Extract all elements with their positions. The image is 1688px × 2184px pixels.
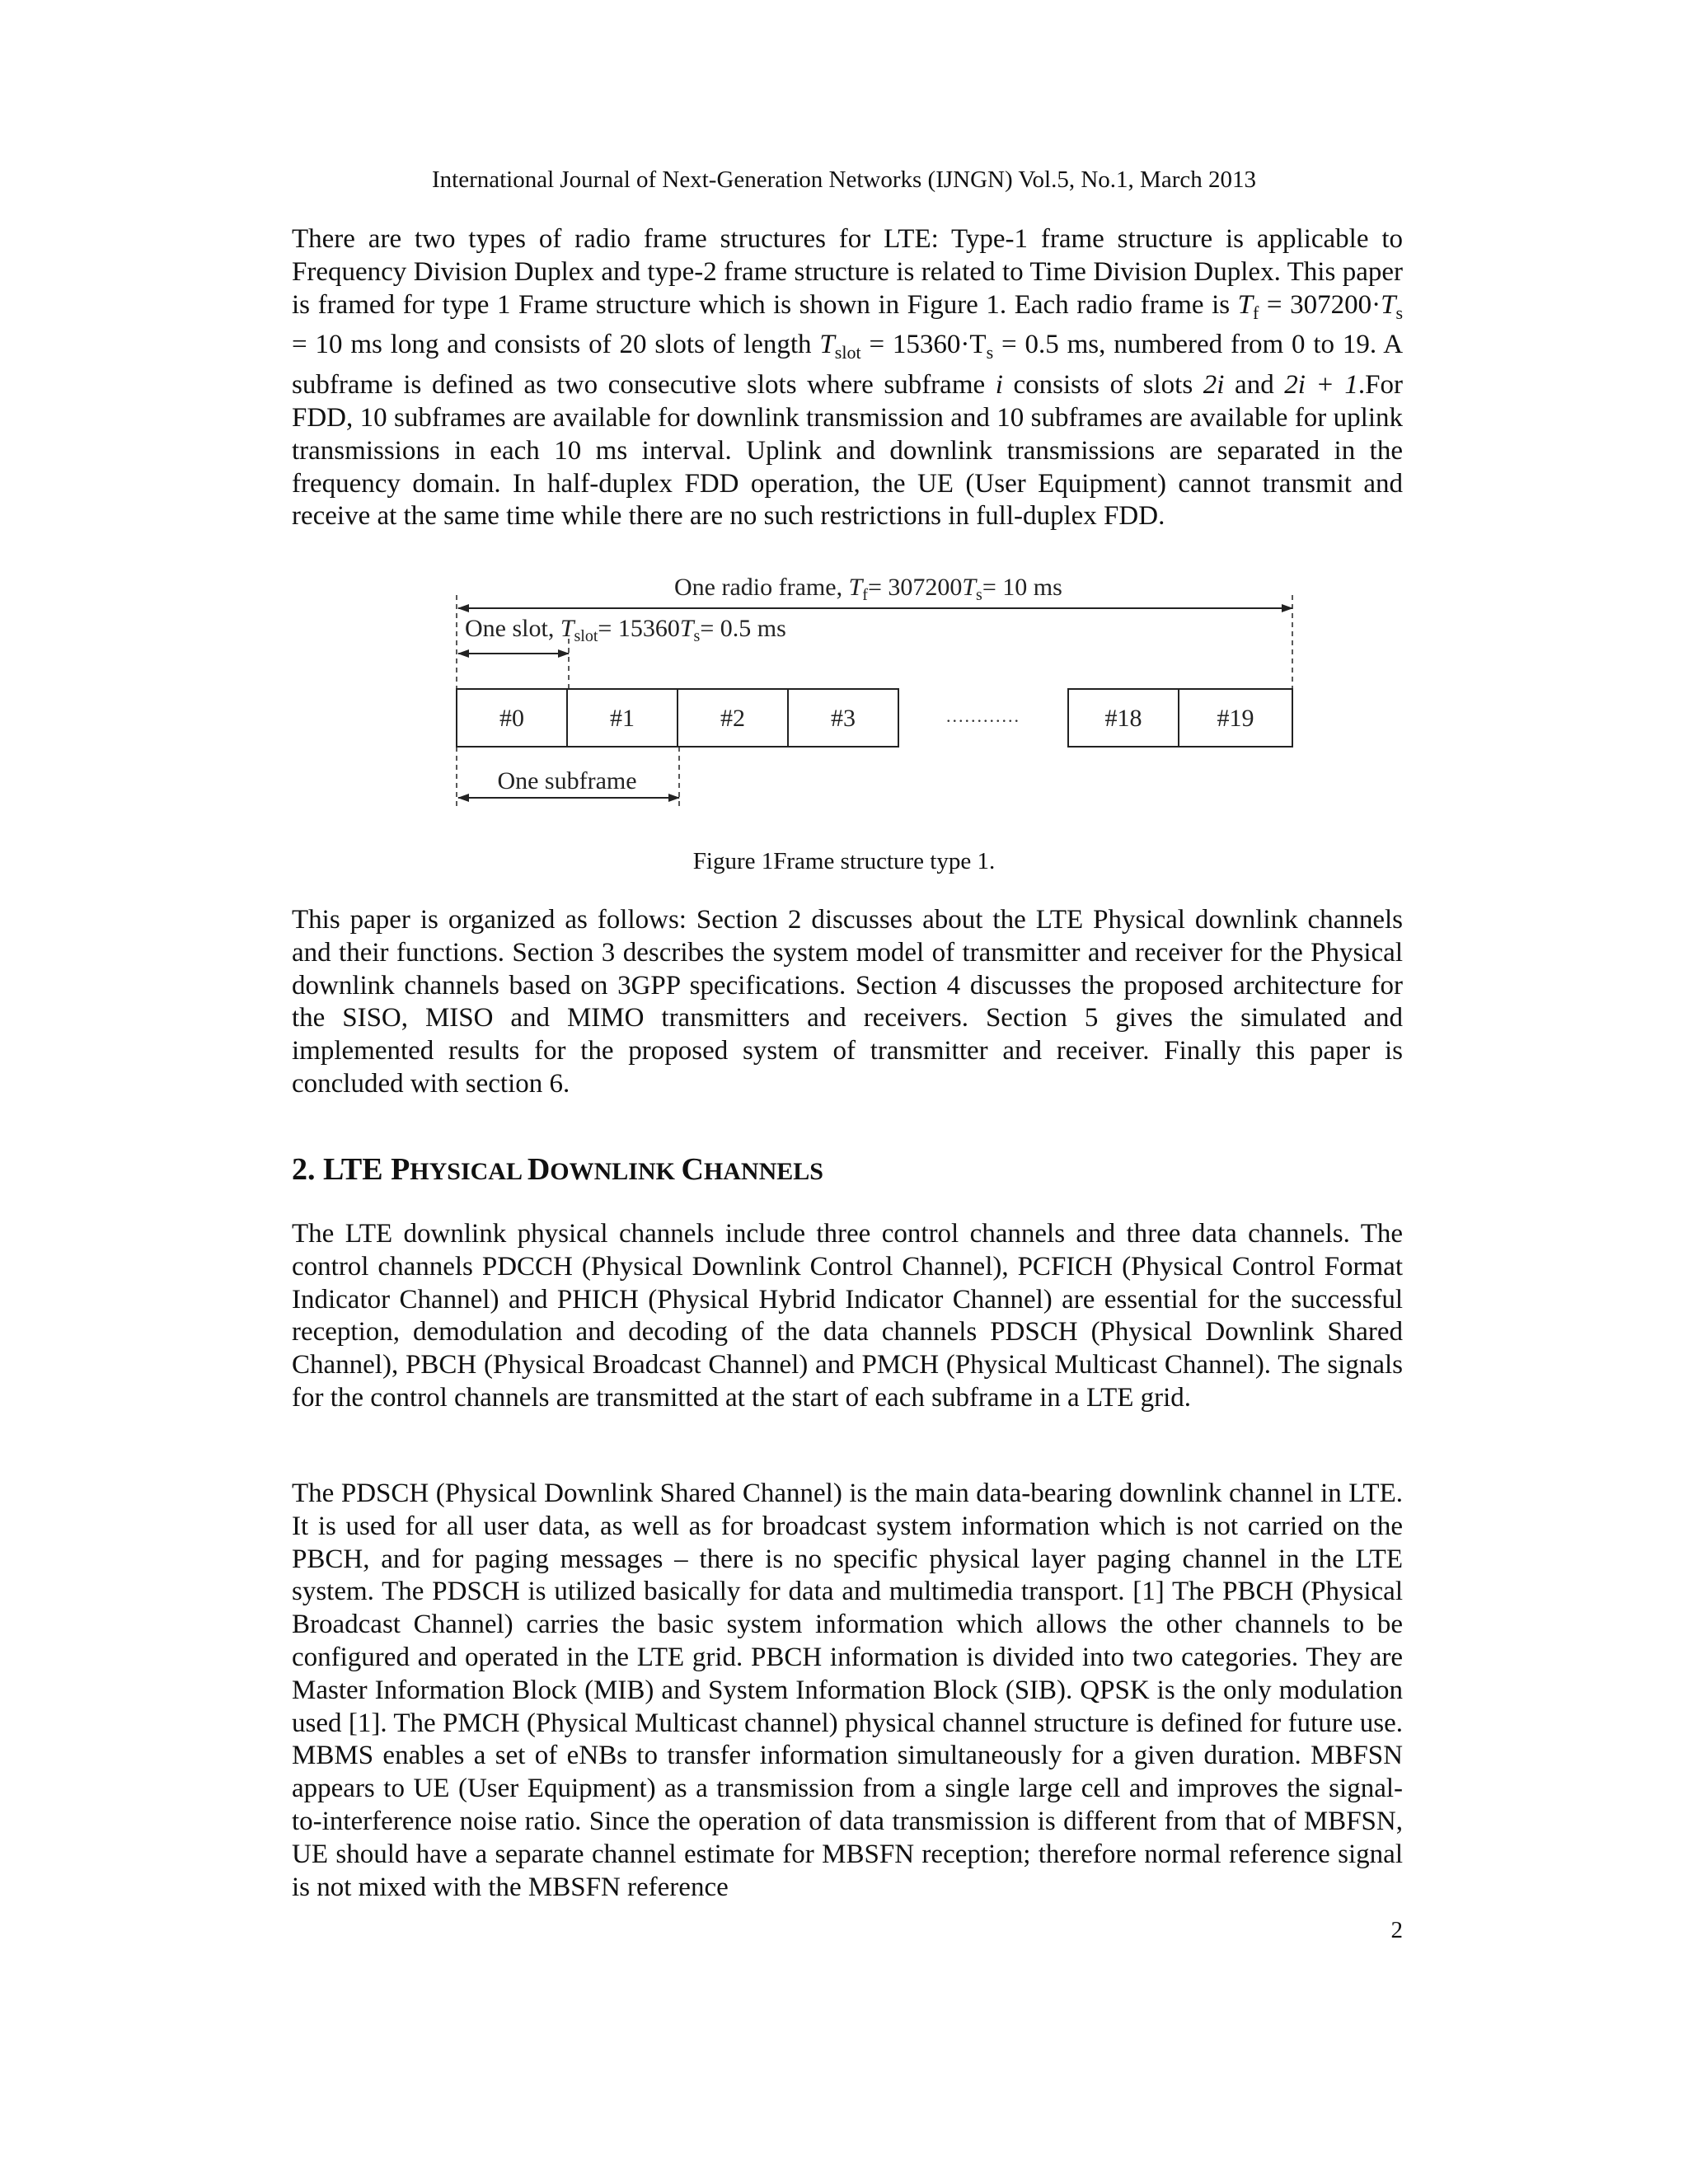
slot-label-18: #18 [1104, 705, 1142, 732]
text: long and consists of 20 slots of length [382, 330, 820, 360]
subframe-label: One subframe [497, 767, 637, 794]
slot-boxes [457, 689, 1292, 747]
page-number: 2 [1390, 1917, 1403, 1943]
paragraph-organization: This paper is organized as follows: Section 2 discusses about the LTE Physical downlink channels and their functions. Section 3 describes the system model of transmitter and receiver for the Physical downlink channels based on 3GPP specifications. Section 4 discusses the proposed architecture for the SISO, MISO and MIMO transmitters and receivers. Section 5 gives the simulated and implemented results for the proposed system of transmitter and receiver. Finally this paper is concluded with section 6. [292, 905, 1403, 1099]
symbol-T: T [1381, 289, 1396, 320]
text: There are two types of radio frame structures for LTE: Type-1 frame structure is applicable to Frequency Division Duplex and type-2 frame structure is related to Time Division Duplex. This paper is framed for type 1 Frame structure which is shown in Figure 1. Each radio frame is [292, 224, 1403, 320]
symbol-T: T [819, 330, 835, 360]
running-header: International Journal of Next-Generation Networks (IJNGN) Vol.5, No.1, March 2013 [431, 166, 1256, 193]
text: , numbered from 0 to 19. A subframe is defined as two consecutive slots where subframe [292, 330, 1404, 401]
eq-slot-value: = 0.5 ms [1001, 330, 1100, 360]
paragraph-downlink-channels: The LTE downlink physical channels include three control channels and three data channels. The control channels PDCCH (Physical Downlink Control Channel), PCFICH (Physical Control Format Indicator Channel) and PHICH (Physical Hybrid Indicator Channel) are essential for the successful reception, demodulation and decoding of the data channels PDSCH (Physical Downlink Shared Channel), PBCH (Physical Broadcast Channel) and PMCH (Physical Multicast Channel). The signals for the control channels are transmitted at the start of each subframe in a LTE grid. [292, 1219, 1403, 1413]
subscript-s: s [1395, 302, 1403, 323]
slot-label-2: #2 [720, 705, 745, 732]
slot-2i-plus-1: 2i + 1 [1284, 370, 1358, 401]
eq-slot: = 15360·T [869, 330, 987, 360]
paragraph-pdsch: The PDSCH (Physical Downlink Shared Channel) is the main data-bearing downlink channel in LTE. It is used for all user data, as well as for broadcast system information which is not carried on the PBCH, and for paging messages – there is no specific physical layer paging channel in the LTE system. The PDSCH is utilized basically for data and multimedia transport. [1] The PBCH (Physical Broadcast Channel) carries the basic system information which allows the other channels to be configured and operated in the LTE grid. PBCH information is divided into two categories. They are Master Information Block (MIB) and System Information Block (SIB). QPSK is the only modulation used [1]. The PMCH (Physical Multicast channel) physical channel structure is defined for future use. MBMS enables a set of eNBs to transfer information simultaneously for a given duration. MBFSN appears to UE (User Equipment) as a transmission from a single large cell and improves the signal-to-interference noise ratio. Since the operation of data transmission is different from that of MBFSN, UE should have a separate channel estimate for MBSFN reception; therefore normal reference signal is not mixed with the MBSFN reference [292, 1479, 1403, 1902]
slot-label-1: #1 [610, 705, 635, 732]
symbol-T: T [1237, 289, 1254, 320]
figure-caption: Figure 1Frame structure type 1. [692, 848, 996, 874]
eq-frame-value: = 10 ms [292, 330, 382, 360]
radio-frame-label: One radio frame, $T_f= 307200T_s= 10$ ms [674, 574, 1062, 604]
eq-frame: = 307200· [1266, 289, 1381, 320]
frame-structure-figure [0, 0, 1688, 907]
text: and [1224, 370, 1285, 401]
subscript-s: s [986, 342, 994, 363]
slot-2i: 2i [1203, 370, 1225, 401]
text: .For FDD, 10 subframes are available for downlink transmission and 10 subframes are available for uplink transmissions in each 10 ms interval. Uplink and downlink transmissions are separated in the frequency domain. In half-duplex FDD operation, the UE (User Equipment) cannot transmit and receive at the same time while there are no such restrictions in full-duplex FDD. [292, 370, 1404, 532]
slot-label-3: #3 [831, 705, 856, 732]
subscript-f: f [1253, 302, 1259, 323]
slot-label-0: #0 [499, 705, 524, 732]
slot-label-19: #19 [1217, 705, 1254, 732]
subscript-slot: slot [834, 342, 861, 363]
slot-label: One slot, $T_{slot}= 15360T_s= 0.5$ ms [465, 615, 786, 645]
text: consists of slots [1002, 370, 1203, 401]
section-heading: 2. LTE PHYSICAL DOWNLINK CHANNELS [292, 1152, 823, 1187]
ellipsis-dots: ............ [946, 705, 1020, 726]
variable-i: i [995, 370, 1003, 401]
